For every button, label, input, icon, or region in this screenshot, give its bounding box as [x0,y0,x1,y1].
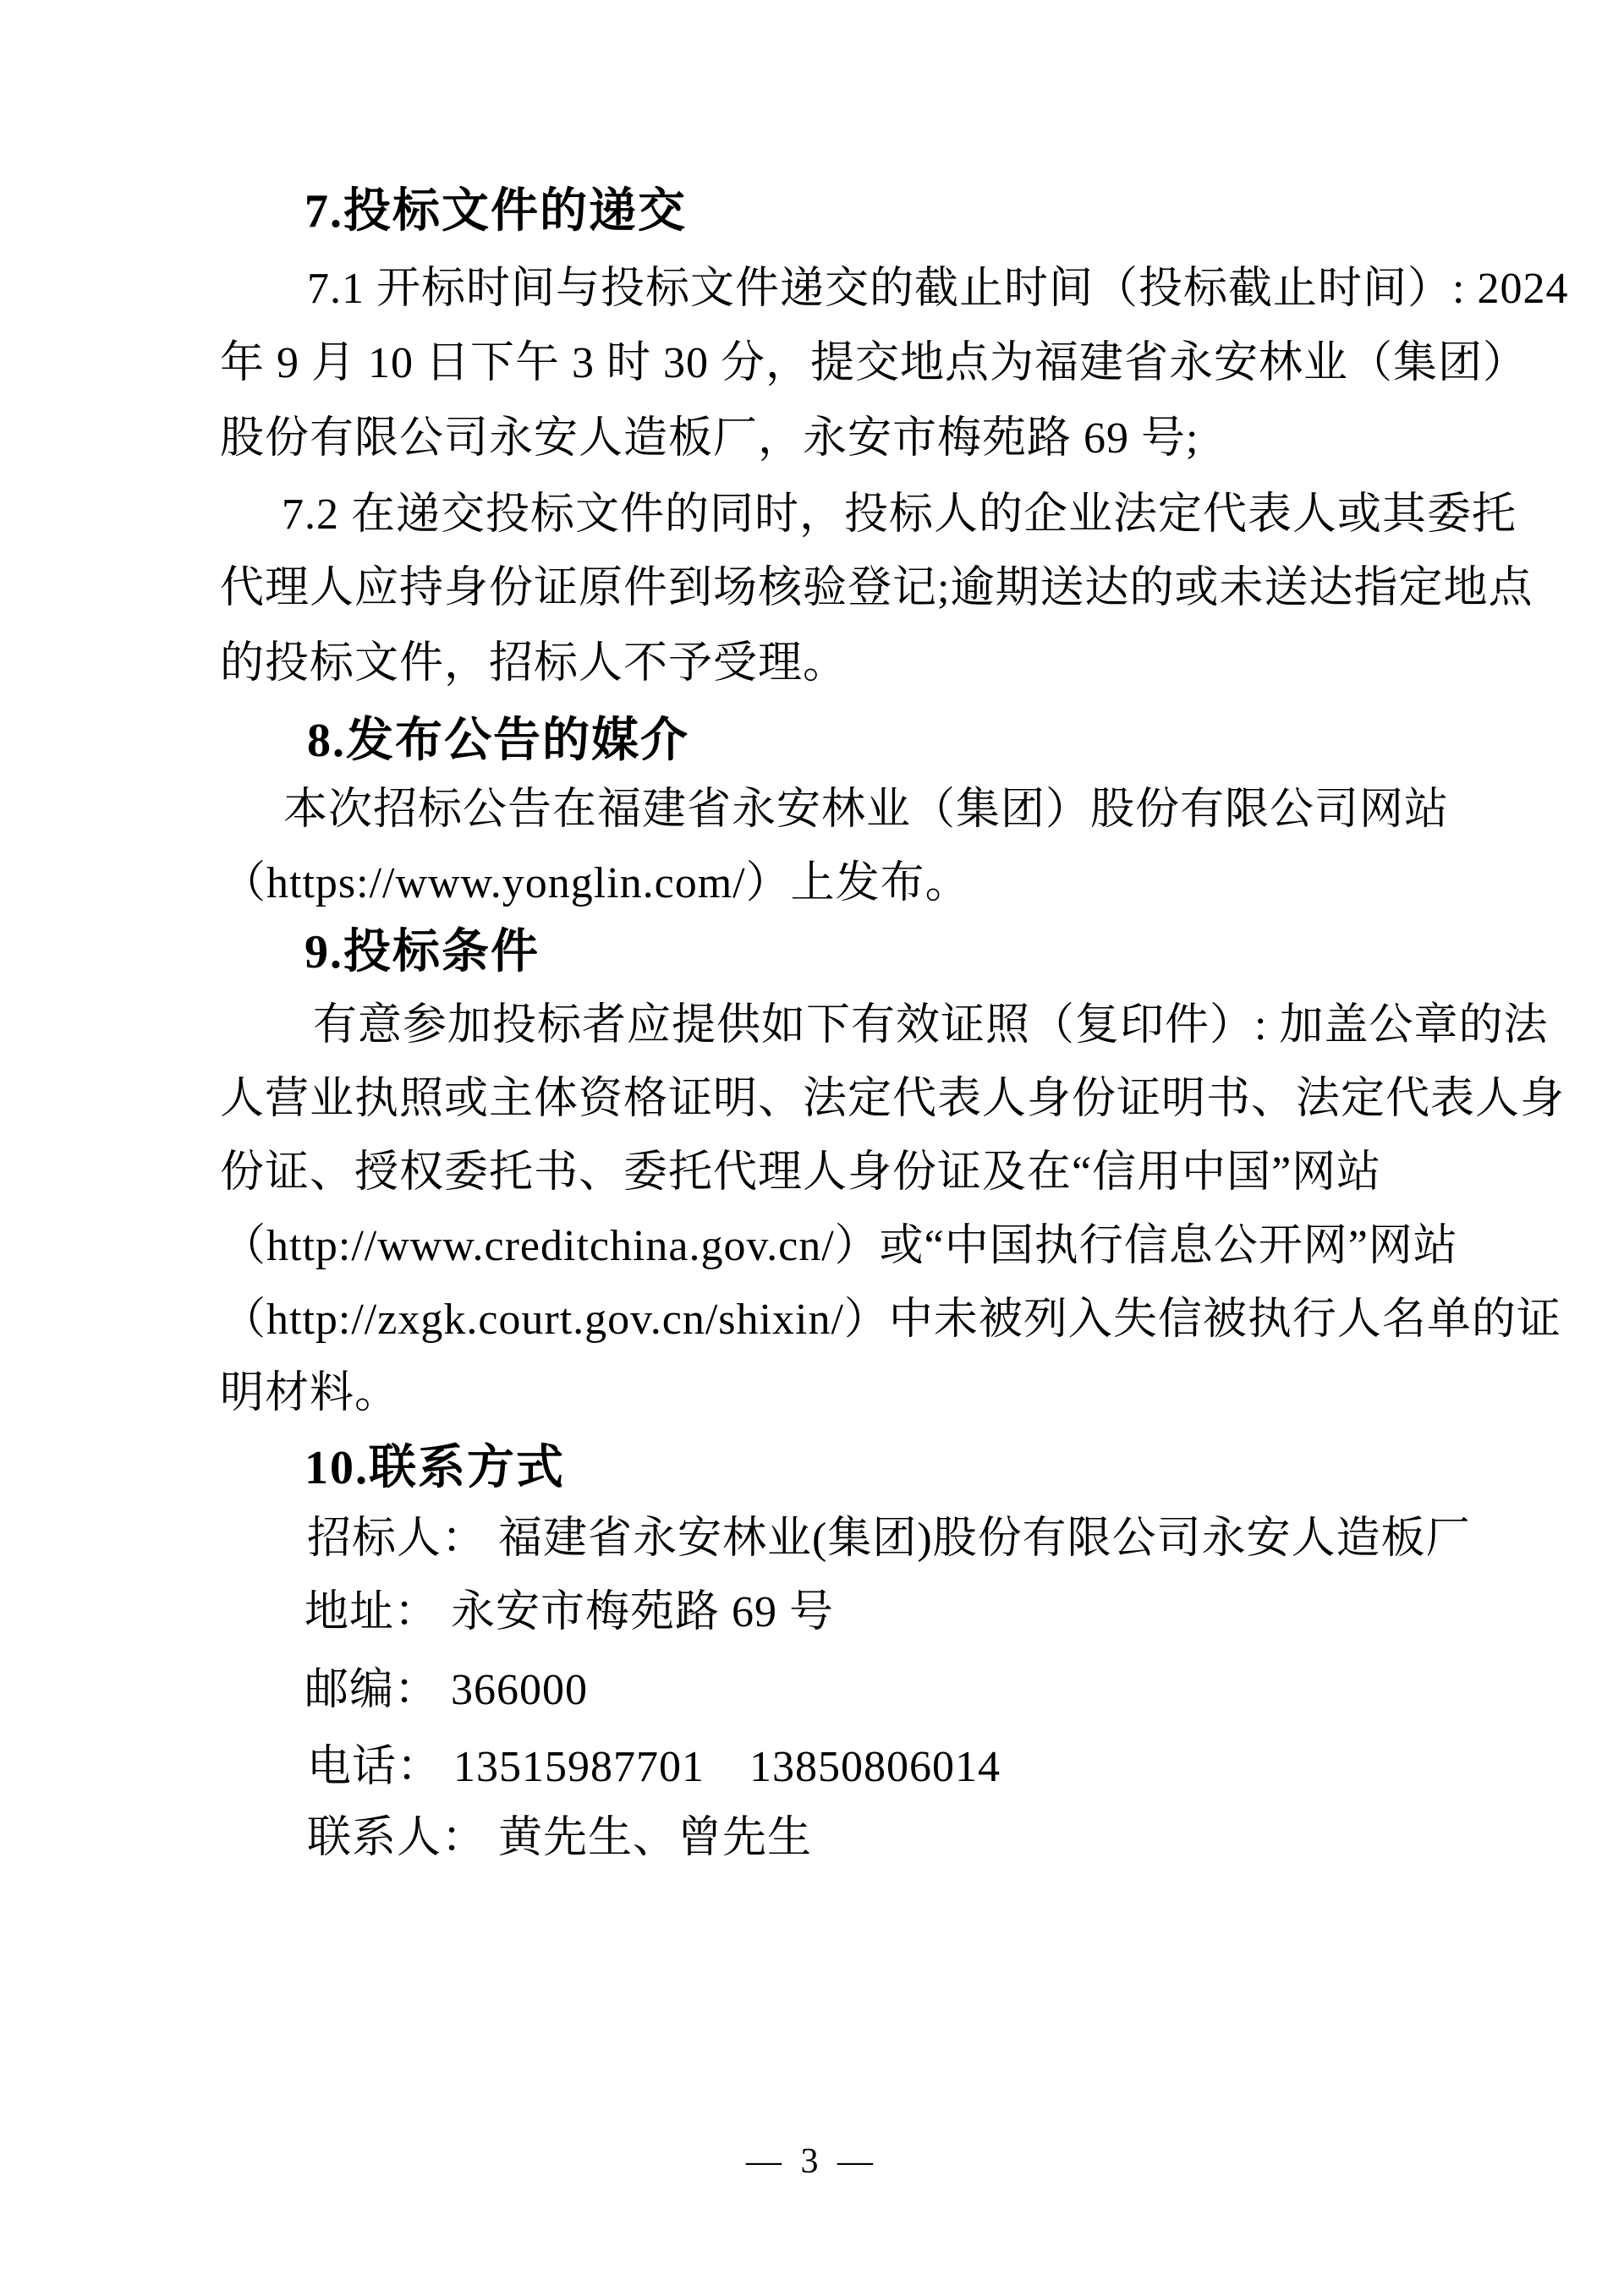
section-10-heading: 10.联系方式 [304,1442,565,1494]
para-9-line-4: （http://www.creditchina.gov.cn/）或“中国执行信息公开网”网站 [222,1222,1458,1270]
para-9-line-5: （http://zxgk.court.gov.cn/shixin/）中未被列入失信被执行人名单的证 [222,1296,1561,1344]
para-9-line-2: 人营业执照或主体资格证明、法定代表人身份证明书、法定代表人身 [220,1075,1566,1123]
para-7-1-line-3: 股份有限公司永安人造板厂，永安市梅苑路 69 号; [220,414,1199,463]
contact-address-line: 地址： 永安市梅苑路 69 号 [304,1588,835,1636]
contact-person-line: 联系人： 黄先生、曾先生 [307,1814,813,1862]
section-8-heading: 8.发布公告的媒介 [307,715,689,767]
para-7-2-line-1: 7.2 在递交投标文件的同时，投标人的企业法定代表人或其委托 [282,490,1517,539]
para-8-line-2: （https://www.yonglin.com/）上发布。 [222,859,970,907]
contact-postcode-line: 邮编： 366000 [304,1666,589,1714]
para-7-2-line-2: 代理人应持身份证原件到场核验登记;逾期送达的或未送达指定地点 [220,564,1533,612]
para-8-line-1: 本次招标公告在福建省永安林业（集团）股份有限公司网站 [283,786,1450,834]
para-9-line-6: 明材料。 [220,1369,400,1417]
section-9-heading: 9.投标条件 [304,926,540,978]
contact-phone-line: 电话： 13515987701 13850806014 [307,1743,1001,1791]
para-7-2-line-3: 的投标文件，招标人不予受理。 [220,639,848,688]
footer-page-number: — 3 — [746,2142,878,2181]
section-7-heading: 7.投标文件的递交 [304,185,687,238]
contact-tenderer-line: 招标人： 福建省永安林业(集团)股份有限公司永安人造板厂 [307,1515,1471,1563]
para-9-line-3: 份证、授权委托书、委托代理人身份证及在“信用中国”网站 [220,1148,1382,1197]
para-7-1-line-1: 7.1 开标时间与投标文件递交的截止时间（投标截止时间）: 2024 [307,265,1569,313]
para-9-line-1: 有意参加投标者应提供如下有效证照（复印件）: 加盖公章的法 [313,1001,1549,1049]
para-7-1-line-2: 年 9 月 10 日下午 3 时 30 分，提交地点为福建省永安林业（集团） [220,339,1528,387]
